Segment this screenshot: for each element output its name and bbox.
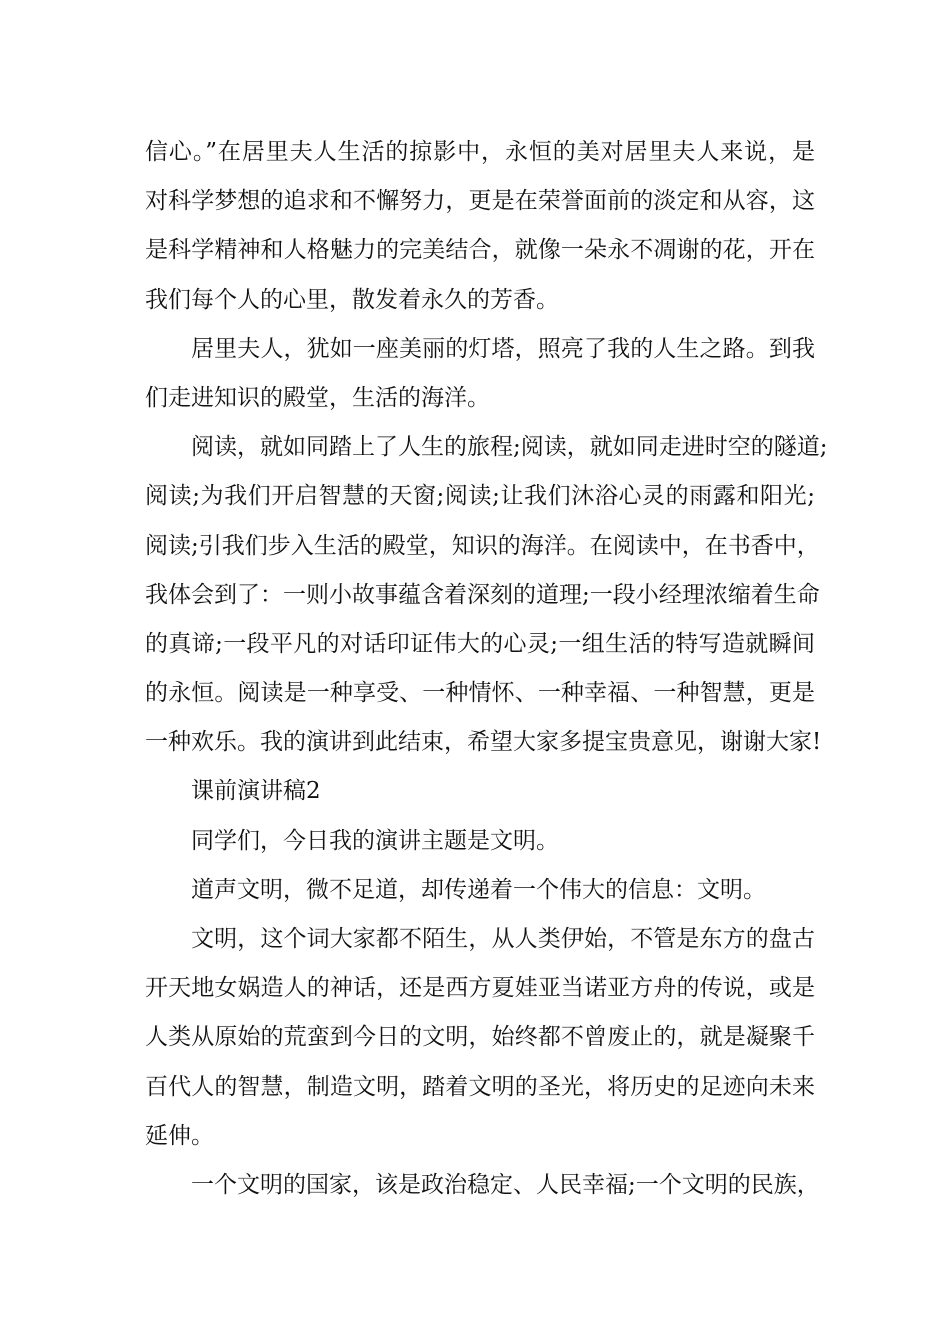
text-line: 阅读;为我们开启智慧的天窗;阅读;让我们沐浴心灵的雨露和阳光; <box>145 483 815 510</box>
section-heading: 课前演讲稿2 <box>191 778 321 805</box>
text-line: 信心。”在居里夫人生活的掠影中，永恒的美对居里夫人来说，是 <box>145 139 815 165</box>
paragraph-first-line: 文明，这个词大家都不陌生，从人类伊始，不管是东方的盘古 <box>191 926 815 952</box>
text-line: 百代人的智慧，制造文明，踏着文明的圣光，将历史的足迹向未来 <box>145 1073 815 1100</box>
document-body <box>145 128 828 1210</box>
text-line: 的永恒。阅读是一种享受、一种情怀、一种幸福、一种智慧，更是 <box>145 680 815 707</box>
text-line: 延伸。 <box>145 1122 214 1149</box>
paragraph-first-line: 一个文明的国家，该是政治稳定、人民幸福;一个文明的民族， <box>191 1171 820 1198</box>
text-line: 开天地女娲造人的神话，还是西方夏娃亚当诺亚方舟的传说，或是 <box>145 975 815 1002</box>
text-line: 是科学精神和人格魅力的完美结合，就像一朵永不凋谢的花，开在 <box>145 237 815 264</box>
text-line: 一种欢乐。我的演讲到此结束，希望大家多提宝贵意见，谢谢大家! <box>145 729 822 756</box>
text-line: 对科学梦想的追求和不懈努力，更是在荣誉面前的淡定和从容，这 <box>145 188 815 215</box>
paragraph-first-line: 道声文明，微不足道，却传递着一个伟大的信息：文明。 <box>191 876 766 903</box>
text-line: 我体会到了：一则小故事蕴含着深刻的道理;一段小经理浓缩着生命 <box>145 581 820 608</box>
paragraph-first-line: 同学们，今日我的演讲主题是文明。 <box>191 827 559 854</box>
text-line: 的真谛;一段平凡的对话印证伟大的心灵;一组生活的特写造就瞬间 <box>145 630 815 657</box>
text-line: 我们每个人的心里，散发着永久的芳香。 <box>145 286 559 313</box>
text-line: 人类从原始的荒蛮到今日的文明，始终都不曾废止的，就是凝聚千 <box>145 1024 815 1051</box>
paragraph-first-line: 居里夫人，犹如一座美丽的灯塔，照亮了我的人生之路。到我 <box>191 335 815 362</box>
text-line: 阅读;引我们步入生活的殿堂，知识的海洋。在阅读中，在书香中， <box>145 532 820 559</box>
text-line: 们走进知识的殿堂，生活的海洋。 <box>145 384 490 411</box>
paragraph-first-line: 阅读，就如同踏上了人生的旅程;阅读，就如同走进时空的隧道; <box>191 434 828 461</box>
